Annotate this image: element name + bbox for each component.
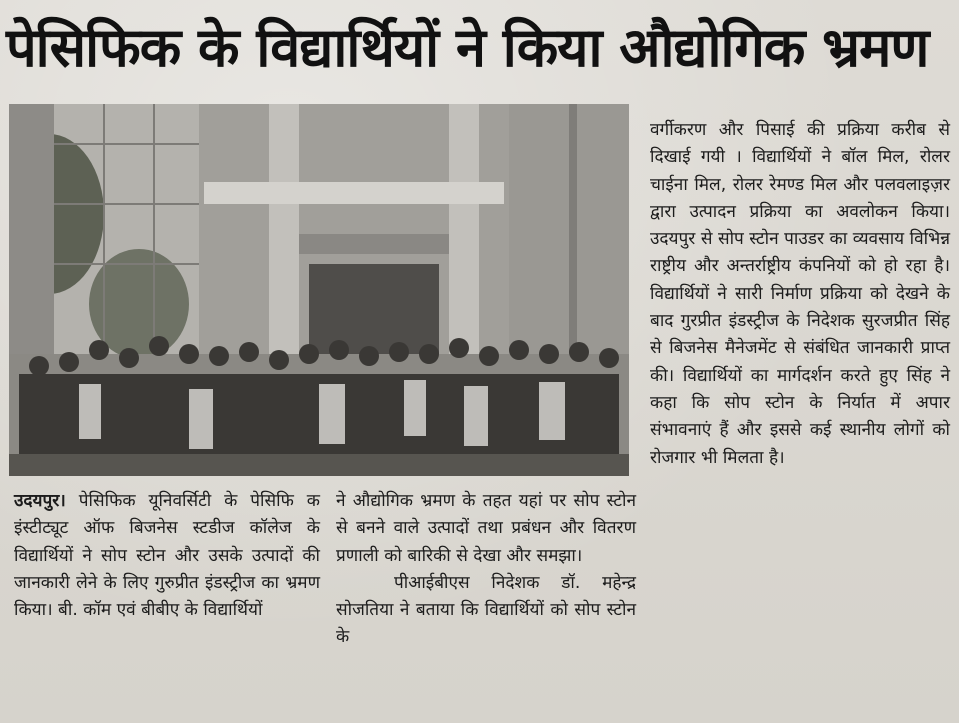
article-paragraph [14, 488, 320, 624]
article-paragraph: ने औद्योगिक भ्रमण के तहत यहां पर सोप स्टोन से बनने वाले उत्पादों तथा प्रबंधन और वितरण प्रणाली को बारिकी से देखा और समझा। [336, 491, 636, 566]
group-photo [9, 104, 629, 476]
article-column-left [14, 488, 320, 624]
article-text: पेसिफिक यूनिवर्सिटी के पेसिफि क इंस्टीट्यूट ऑफ बिजनेस स्टडीज कॉलेज के विद्यार्थियों ने सोप स्टोन और उसके उत्पादों की जानकारी लेने के लिए गुरुप्रीत इंडस्ट्रीज का भ्रमण किया। बी. कॉम एवं बीबीए के विद्यार्थियों [14, 491, 320, 621]
article-paragraph: पीआईबीएस निदेशक डॉ. महेन्द्र सोजतिया ने बताया कि विद्यार्थियों को सोप स्टोन के [336, 572, 636, 648]
headline: पेसिफिक के विद्यार्थियों ने किया औद्योगिक भ्रमण [6, 16, 929, 79]
article-column-right [650, 117, 950, 472]
dateline: उदयपुर। [14, 491, 66, 511]
article-paragraph: वर्गीकरण और पिसाई की प्रक्रिया करीब से दिखाई गयी । विद्यार्थियों ने बॉल मिल, रोलर चाईना मिल, रोलर रेमण्ड मिल और पलवलाइज़र द्वारा उत्पादन प्रक्रिया का अवलोकन किया। उदयपुर से सोप स्टोन पाउडर का व्यवसाय विभिन्न राष्ट्रीय और अन्तर्राष्ट्रीय कंपनियों को हो रहा है। विद्यार्थियों ने सारी निर्माण प्रक्रिया को देखने के बाद गुरप्रीत इंडस्ट्रीज के निदेशक सुरजप्रीत सिंह से बिजनेस मैनेजमेंट से संबंधित जानकारी प्राप्त की। विद्यार्थियों का मार्गदर्शन करते हुए सिंह ने कहा कि सोप स्टोन के निर्यात में अपार संभावनाएं हैं और इससे कई स्थानीय लोगों को रोजगार भी मिलता है। [650, 120, 950, 468]
article-column-middle [336, 488, 636, 652]
group-photo-icon [9, 104, 629, 476]
